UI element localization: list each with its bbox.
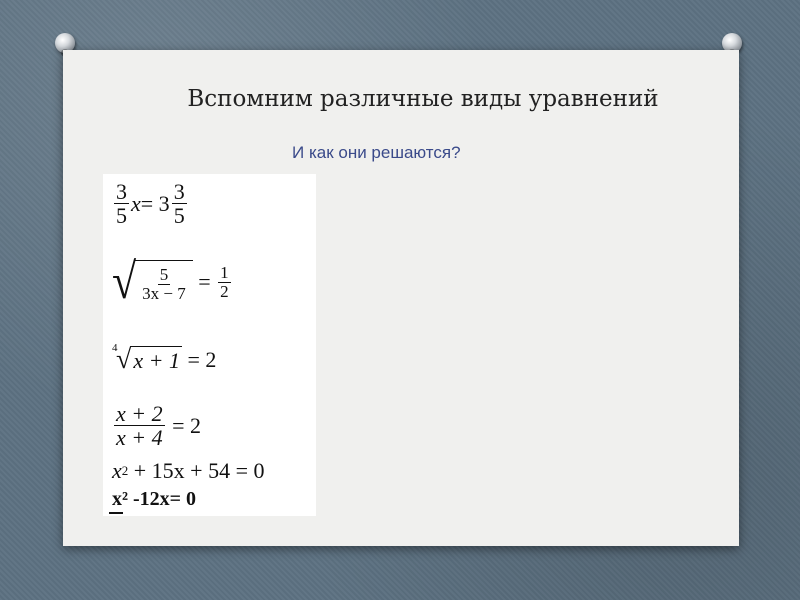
fraction-denominator: 2 [220,281,229,301]
fraction-denominator: 5 [116,203,127,229]
root-index: 4 [112,342,118,354]
fourth-root: 4 √ x + 1 [112,342,180,375]
slide-title: Вспомним различные виды уравнений [187,86,659,112]
equation-rational [112,402,201,449]
equation-quadratic [112,458,265,484]
equations-panel [103,174,316,516]
equation-square-root [112,253,233,310]
square-root: √ $\frac{5}{3x - 7}$ [112,260,193,304]
equation-rest: + 15x + 54 = 0 [128,458,265,483]
exponent: 2 [121,463,129,478]
divider-dash [109,512,123,514]
variable: x [112,458,122,483]
equation-incomplete-quadratic: x² -12x= 0 [112,488,197,510]
fraction-numerator: x + 2 [116,401,163,426]
equals-part: = 2 [166,412,202,438]
variable: x [131,190,141,216]
fraction-denominator: 5 [173,203,185,229]
fraction-denominator: 3x − 7 [142,284,186,303]
equation-linear-fraction [112,180,189,227]
equation-fourth-root [112,342,217,375]
fraction-numerator: 1 [220,262,229,282]
fraction-denominator: x + 4 [116,425,163,451]
radicand: x + 1 [133,348,180,373]
equals-part: = 3 [140,190,170,216]
equals-part: = [192,269,217,294]
slide-subtitle: И как они решаются? [292,143,461,162]
fraction-numerator: 3 [116,179,127,204]
fraction-numerator: 3 [173,179,185,204]
fraction-numerator: 5 [159,265,169,285]
equals-part: = 2 [182,347,217,372]
